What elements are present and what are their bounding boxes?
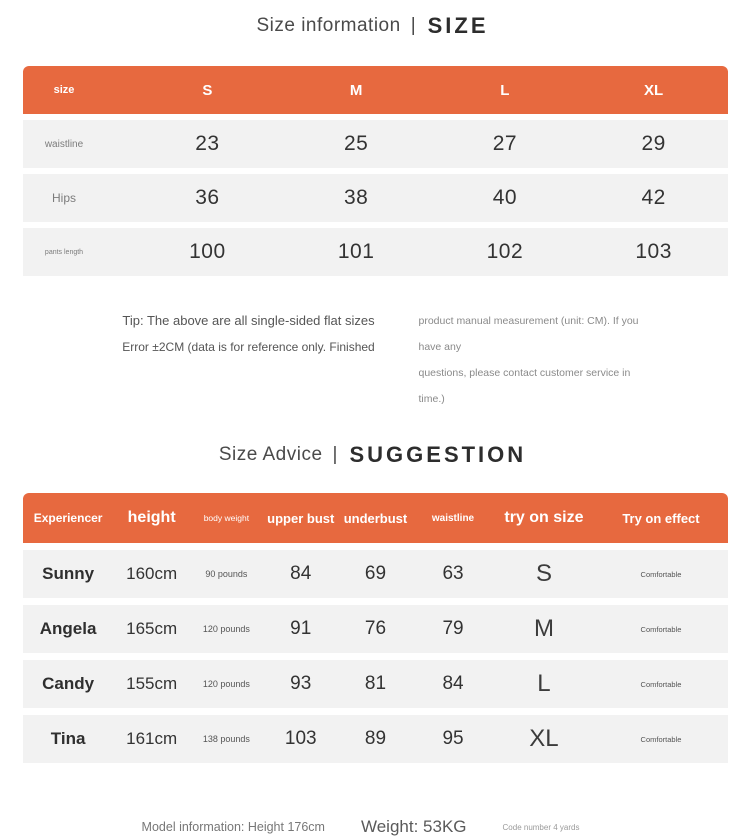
size-table-corner-label: size — [53, 84, 75, 96]
code-number-text: Code number 4 yards — [502, 822, 580, 832]
tip-right-column — [419, 308, 647, 412]
hips-m: 38 — [343, 186, 369, 209]
experiencer-name: Candy — [42, 674, 95, 693]
pants-length-m: 101 — [337, 240, 375, 263]
experiencer-try-on-effect: Comfortable — [640, 569, 682, 579]
waistline-l: 27 — [492, 132, 518, 155]
experiencer-try-on-effect: Comfortable — [640, 734, 682, 744]
header-height: height — [127, 509, 176, 526]
model-info-text: Model information: Height 176cm — [141, 820, 325, 834]
advice-row-sunny — [23, 550, 728, 598]
experiencer-body-weight: 120 pounds — [202, 679, 250, 689]
tip-line-4: questions, please contact customer service in time.) — [418, 367, 631, 405]
waistline-xl: 29 — [641, 132, 666, 155]
model-weight-text: Weight: 53KG — [360, 817, 467, 836]
suggestion-title-en: SUGGESTION — [349, 442, 527, 467]
advice-row-tina — [23, 715, 728, 763]
table-row-hips — [23, 174, 728, 222]
experiencer-try-on-size: XL — [529, 725, 559, 752]
title-divider-2: | — [332, 444, 338, 465]
experiencer-upper-bust: 91 — [290, 618, 312, 639]
size-column-xl: XL — [644, 81, 664, 99]
measurement-tip — [0, 308, 745, 412]
waistline-m: 25 — [343, 132, 369, 155]
pants-length-s: 100 — [189, 240, 226, 263]
size-column-l: L — [500, 81, 510, 99]
experiencer-name: Angela — [39, 619, 97, 638]
waistline-s: 23 — [195, 132, 220, 155]
header-experiencer: Experiencer — [33, 511, 103, 525]
experiencer-upper-bust: 84 — [290, 563, 312, 584]
advice-row-angela — [23, 605, 728, 653]
tip-line-1: Tip: The above are all single-sided flat sizes — [122, 313, 375, 328]
hips-s: 36 — [195, 186, 220, 209]
experiencer-underbust: 89 — [364, 728, 387, 749]
size-advice-title — [0, 412, 745, 468]
header-try-on-size: try on size — [504, 509, 584, 526]
table-row-waistline — [23, 120, 728, 168]
experiencer-upper-bust: 103 — [284, 728, 317, 749]
experiencer-waistline: 95 — [442, 728, 464, 749]
experiencer-height: 160cm — [126, 564, 178, 583]
header-try-on-effect: Try on effect — [622, 510, 700, 526]
experiencer-body-weight: 90 pounds — [205, 569, 248, 579]
row-label-waistline: waistline — [44, 138, 84, 150]
pants-length-l: 102 — [486, 240, 524, 263]
experiencer-waistline: 79 — [442, 618, 464, 639]
pants-length-xl: 103 — [635, 240, 672, 263]
experiencer-body-weight: 120 pounds — [202, 624, 250, 634]
experiencer-try-on-size: L — [537, 670, 551, 697]
hips-l: 40 — [492, 186, 518, 209]
experiencer-try-on-effect: Comfortable — [640, 679, 682, 689]
header-upper-bust: upper bust — [267, 510, 335, 526]
advice-row-candy — [23, 660, 728, 708]
size-table-header — [23, 66, 728, 114]
advice-table — [23, 493, 728, 763]
experiencer-height: 161cm — [126, 729, 178, 748]
experiencer-try-on-size: M — [533, 615, 554, 642]
hips-xl: 42 — [641, 186, 666, 209]
experiencer-height: 155cm — [126, 674, 178, 693]
size-advice-label: Size Advice — [218, 444, 323, 465]
size-title-en: SIZE — [427, 13, 489, 38]
experiencer-height: 165cm — [126, 619, 178, 638]
tip-line-2: Error ±2CM (data is for reference only. Finished — [122, 340, 375, 354]
size-information-title — [0, 0, 745, 39]
experiencer-waistline: 84 — [442, 673, 464, 694]
row-label-hips: Hips — [51, 191, 76, 205]
title-divider: | — [410, 15, 416, 36]
size-information-label: Size information — [256, 15, 401, 36]
size-table — [23, 66, 728, 276]
header-underbust: underbust — [343, 510, 408, 526]
size-column-s: S — [202, 81, 213, 99]
experiencer-upper-bust: 93 — [290, 673, 312, 694]
experiencer-name: Tina — [50, 729, 86, 748]
model-information-bar — [0, 817, 733, 837]
experiencer-body-weight: 138 pounds — [202, 734, 250, 744]
row-label-pants-length: pants length — [44, 248, 84, 256]
header-waistline: waistline — [431, 512, 475, 524]
table-row-pants-length — [23, 228, 728, 276]
header-body-weight: body weight — [203, 513, 250, 523]
tip-line-3: product manual measurement (unit: CM). If you have any — [418, 315, 639, 353]
experiencer-underbust: 81 — [364, 673, 387, 694]
experiencer-name: Sunny — [42, 564, 95, 583]
size-column-m: M — [349, 81, 363, 99]
experiencer-waistline: 63 — [442, 563, 464, 584]
experiencer-underbust: 76 — [364, 618, 387, 639]
tip-left-column — [99, 308, 399, 360]
experiencer-try-on-size: S — [535, 560, 552, 587]
advice-table-header — [23, 493, 728, 543]
experiencer-try-on-effect: Comfortable — [640, 624, 682, 634]
experiencer-underbust: 69 — [364, 563, 387, 584]
